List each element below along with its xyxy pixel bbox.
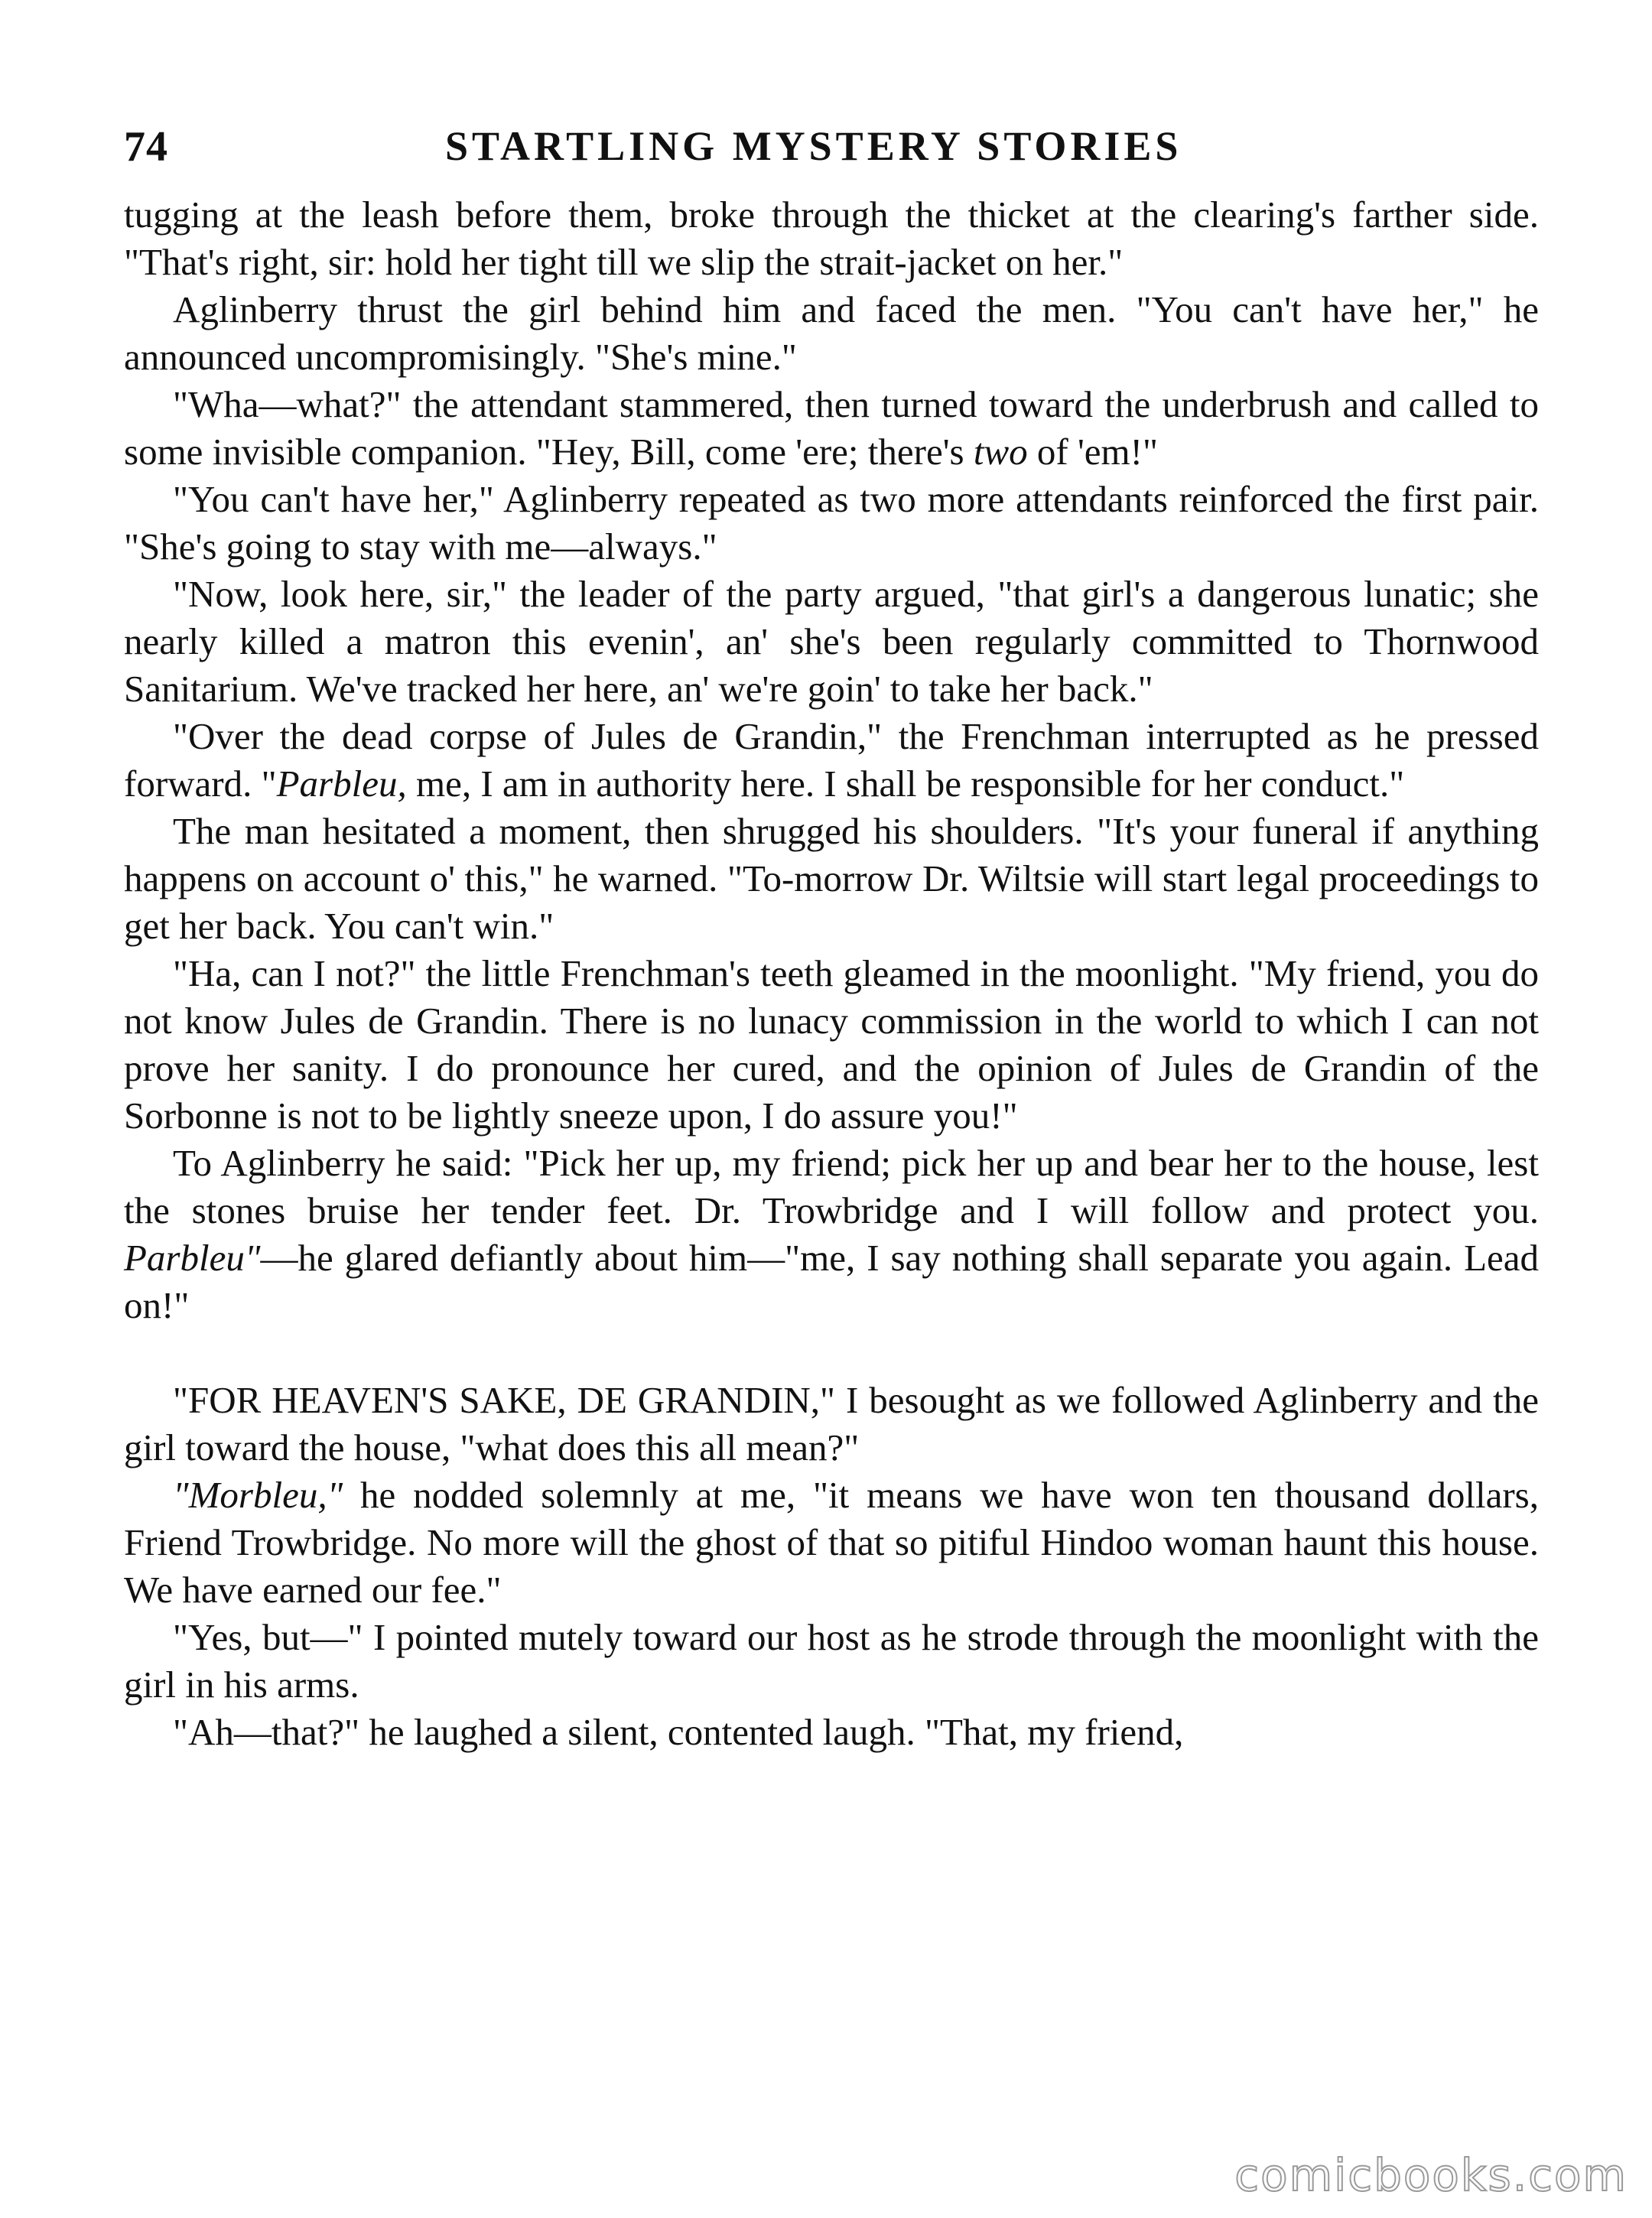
page-header	[124, 122, 1539, 184]
paragraph: "Ah—that?" he laughed a silent, contented laugh. "That, my friend,	[173, 1711, 1184, 1753]
paragraph: "Wha—what?" the attendant stammered, then turned toward the underbrush and called to some invisible companion. "Hey, Bill, come 'ere; there's two of 'em!"	[124, 383, 1539, 473]
paragraph: "Over the dead corpse of Jules de Grandin," the Frenchman interrupted as he pressed forward. "Parbleu, me, I am in authority here. I shall be responsible for her conduct."	[124, 715, 1539, 805]
paragraph: The man hesitated a moment, then shrugged his shoulders. "It's your funeral if anything happens on account o' this," he warned. "To-morrow Dr. Wiltsie will start legal proceedings to get her back. You can't win."	[124, 810, 1539, 947]
paragraph: "Ha, can I not?" the little Frenchman's teeth gleamed in the moonlight. "My friend, you do not know Jules de Grandin. There is no lunacy commission in the world to which I can not prove her sanity. I do pronounce her cured, and the opinion of Jules de Grandin of the Sorbonne is not to be lightly sneeze upon, I do assure you!"	[124, 952, 1539, 1137]
section-break	[124, 1329, 1539, 1377]
paragraph: "Yes, but—" I pointed mutely toward our host as he strode through the moonlight with the girl in his arms.	[124, 1616, 1539, 1706]
paragraph: "Now, look here, sir," the leader of the party argued, "that girl's a dangerous lunatic; she nearly killed a matron this evenin', an' she's been regularly committed to Thornwood Sanitarium. We've tracked her here, an' we're goin' to take her back."	[124, 573, 1539, 710]
story-text	[124, 191, 1539, 1756]
watermark: comicbooks.com	[1234, 2149, 1628, 2201]
paragraph: "FOR HEAVEN'S SAKE, DE GRANDIN," I besought as we followed Aglinberry and the girl toward the house, "what does this all mean?"	[124, 1379, 1539, 1468]
running-title: STARTLING MYSTERY STORIES	[445, 123, 1182, 169]
paragraph: "You can't have her," Aglinberry repeated as two more attendants reinforced the first pair. "She's going to stay with me—always."	[124, 478, 1539, 568]
paragraph: tugging at the leash before them, broke through the thicket at the clearing's farther side. "That's right, sir: hold her tight till we slip the strait-jacket on her."	[124, 194, 1539, 283]
paragraph: To Aglinberry he said: "Pick her up, my friend; pick her up and bear her to the house, lest the stones bruise her tender feet. Dr. Trowbridge and I will follow and protect you. Parbleu"—he glared defiantly about him—"me, I say nothing shall separate you again. Lead on!"	[124, 1142, 1539, 1326]
page-number: 74	[124, 123, 168, 171]
paragraph: Aglinberry thrust the girl behind him and faced the men. "You can't have her," he announced uncompromisingly. "She's mine."	[124, 288, 1539, 378]
paragraph: "Morbleu," he nodded solemnly at me, "it means we have won ten thousand dollars, Friend Trowbridge. No more will the ghost of that so pitiful Hindoo woman haunt this house. We have earned our fee."	[124, 1474, 1539, 1611]
book-page	[124, 122, 1539, 1756]
